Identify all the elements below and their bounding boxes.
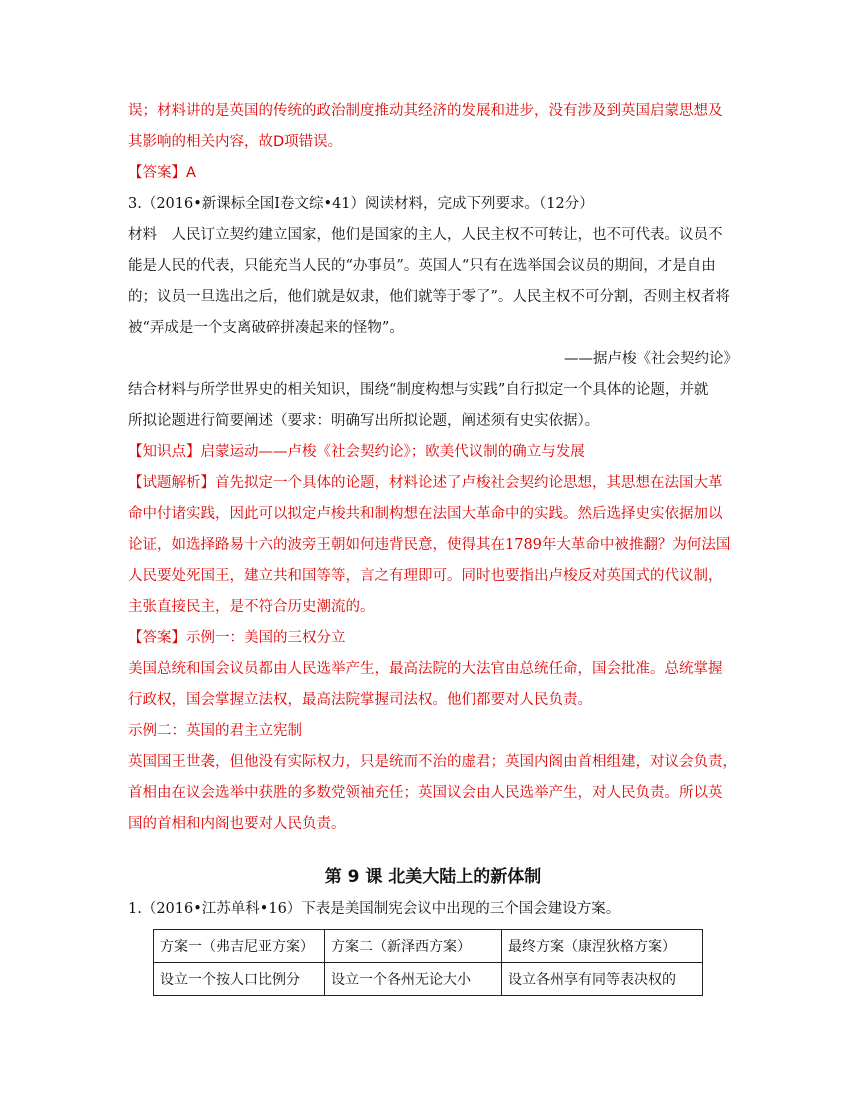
q3-example2-title: 示例二：英国的君主立宪制 xyxy=(128,723,302,739)
q3-example1-line-2: 行政权，国会掌握立法权，最高法院掌握司法权。他们都要对人民负责。 xyxy=(128,692,592,708)
table-header-cell: 方案二（新泽西方案） xyxy=(325,930,502,963)
table-row xyxy=(154,963,703,996)
q3-knowledge-point: 【知识点】启蒙运动——卢梭《社会契约论》；欧美代议制的确立与发展 xyxy=(128,444,585,460)
table-header-cell: 最终方案（康涅狄格方案） xyxy=(502,930,703,963)
document-page xyxy=(128,96,738,996)
q3-example2-line-3: 国的首相和内阁也要对人民负责。 xyxy=(128,816,346,832)
q3-analysis-line-2: 命中付诸实践，因此可以拟定卢梭共和制构想在法国大革命中的实践。然后选择史实依据加以 xyxy=(128,506,723,522)
q3-analysis-line-1: 【试题解析】首先拟定一个具体的论题，材料论述了卢梭社会契约论思想，其思想在法国大革 xyxy=(128,475,723,491)
q3-material-line-2: 能是人民的代表，只能充当人民的“办事员”。英国人“只有在选举国会议员的期间，才是自由 xyxy=(128,258,716,274)
plans-table xyxy=(153,929,703,996)
prev-explanation-line-2: 其影响的相关内容，故D项错误。 xyxy=(128,134,343,150)
prev-explanation-line-1: 误；材料讲的是英国的传统的政治制度推动其经济的发展和进步，没有涉及到英国启蒙思想及 xyxy=(128,103,723,119)
q3-analysis-line-4: 人民要处死国王，建立共和国等等，言之有理即可。同时也要指出卢梭反对英国式的代议制， xyxy=(128,568,723,584)
q3-material-line-4: 被“弄成是一个支离破碎拼凑起来的怪物”。 xyxy=(128,320,404,336)
q3-requirement-line-2: 所拟论题进行简要阐述（要求：明确写出所拟论题，阐述须有史实依据）。 xyxy=(128,413,600,429)
table-cell: 设立一个各州无论大小 xyxy=(325,963,502,996)
q3-analysis-line-3: 论证，如选择路易十六的波旁王朝如何违背民意，使得其在1789年大革命中被推翻？为何法国 xyxy=(128,537,731,553)
q3-example2-line-1: 英国国王世袭，但他没有实际权力，只是统而不治的虚君；英国内阁由首相组建，对议会负责， xyxy=(128,754,737,770)
q3-material-line-3: 的；议员一旦选出之后，他们就是奴隶，他们就等于零了”。人民主权不可分割，否则主权者将 xyxy=(128,289,730,305)
q3-requirement-line-1: 结合材料与所学世界史的相关知识，围绕“制度构想与实践”自行拟定一个具体的论题，并就 xyxy=(128,382,709,398)
table-header-cell: 方案一（弗吉尼亚方案） xyxy=(154,930,325,963)
table-header-row xyxy=(154,930,703,963)
q3-answer-title: 【答案】示例一：美国的三权分立 xyxy=(128,630,346,646)
lesson-title: 第 9 课 北美大陆上的新体制 xyxy=(324,867,542,887)
q3-analysis-line-5: 主张直接民主，是不符合历史潮流的。 xyxy=(128,599,375,615)
q3-example2-line-2: 首相由在议会选举中获胜的多数党领袖充任；英国议会由人民选举产生，对人民负责。所以英 xyxy=(128,785,723,801)
q3-material-line-1: 材料 人民订立契约建立国家，他们是国家的主人，人民主权不可转让，也不可代表。议员不 xyxy=(128,227,723,243)
q3-example1-line-1: 美国总统和国会议员都由人民选举产生，最高法院的大法官由总统任命，国会批准。总统掌握 xyxy=(128,661,723,677)
q3-source: ——据卢梭《社会契约论》 xyxy=(564,351,738,367)
lesson-q1-stem: 1.（2016•江苏单科•16）下表是美国制宪会议中出现的三个国会建设方案。 xyxy=(128,901,621,917)
table-cell: 设立一个按人口比例分 xyxy=(154,963,325,996)
q3-stem: 3.（2016•新课标全国Ⅰ卷文综•41）阅读材料，完成下列要求。（12分） xyxy=(128,196,594,212)
prev-answer: 【答案】A xyxy=(128,165,196,181)
table-cell: 设立各州享有同等表决权的 xyxy=(502,963,703,996)
